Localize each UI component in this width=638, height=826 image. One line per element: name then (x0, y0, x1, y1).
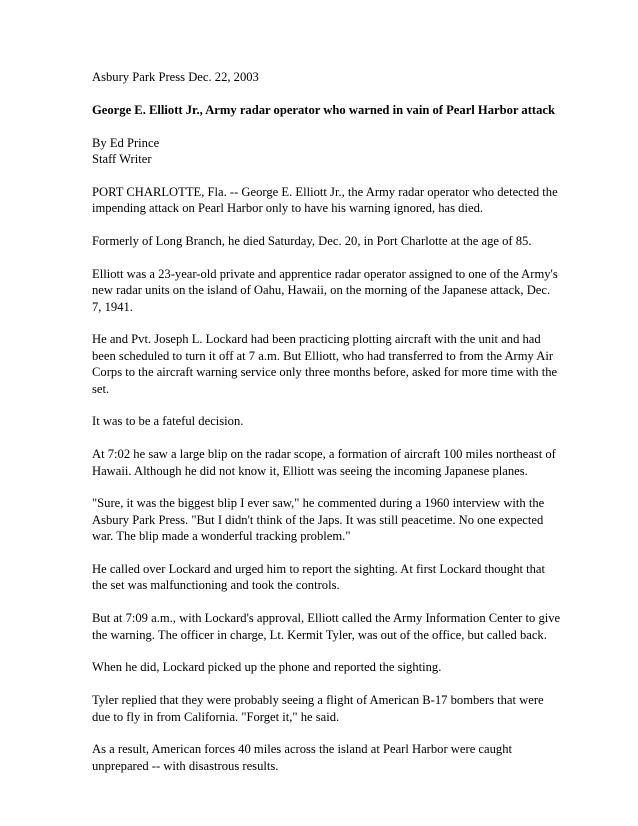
paragraph: Tyler replied that they were probably seeing a flight of American B-17 bombers that were due to fly in from California. "Forget it," he said. (92, 693, 544, 724)
paragraph: He and Pvt. Joseph L. Lockard had been practicing plotting aircraft with the unit and had been scheduled to turn it off at 7 a.m. But Elliott, who had transferred to from the Army Air Corps to the aircraft warning service only three months before, asked for more time with the set. (92, 332, 558, 396)
paragraph: But at 7:09 a.m., with Lockard's approval, Elliott called the Army Information Center to give the warning. The officer in charge, Lt. Kermit Tyler, was out of the office, but called back. (92, 611, 561, 642)
headline: George E. Elliott Jr., Army radar operator who warned in vain of Pearl Harbor attack (92, 102, 556, 117)
paragraph: At 7:02 he saw a large blip on the radar scope, a formation of aircraft 100 miles northeast of Hawaii. Although he did not know it, Elliott was seeing the incoming Japanese planes. (92, 447, 556, 478)
byline-block (92, 135, 562, 168)
paragraph: Elliott was a 23-year-old private and apprentice radar operator assigned to one of the Army's new radar units on the island of Oahu, Hawaii, on the morning of the Japanese attack, Dec. 7, 1941. (92, 266, 558, 314)
paragraph: As a result, American forces 40 miles across the island at Pearl Harbor were caught unprepared -- with disastrous results. (92, 742, 512, 773)
paragraph: He called over Lockard and urged him to report the sighting. At first Lockard thought that the set was malfunctioning and took the controls. (92, 562, 546, 593)
paragraph: PORT CHARLOTTE, Fla. -- George E. Elliott Jr., the Army radar operator who detected the impending attack on Pearl Harbor only to have his warning ignored, has died. (92, 184, 558, 216)
paragraph: "Sure, it was the biggest blip I ever saw," he commented during a 1960 interview with the Asbury Park Press. "But I didn't think of the Japs. It was still peacetime. No one expected war. The blip made a wonderful tracking problem." (92, 496, 545, 544)
byline-role: Staff Writer (92, 152, 152, 166)
paragraph: It was to be a fateful decision. (92, 414, 244, 429)
byline: By Ed Prince (92, 135, 160, 150)
paragraph: When he did, Lockard picked up the phone and reported the sighting. (92, 660, 442, 675)
dateline: Asbury Park Press Dec. 22, 2003 (92, 70, 259, 84)
paragraph: Formerly of Long Branch, he died Saturday, Dec. 20, in Port Charlotte at the age of 85. (92, 234, 532, 248)
article-page (92, 69, 562, 791)
